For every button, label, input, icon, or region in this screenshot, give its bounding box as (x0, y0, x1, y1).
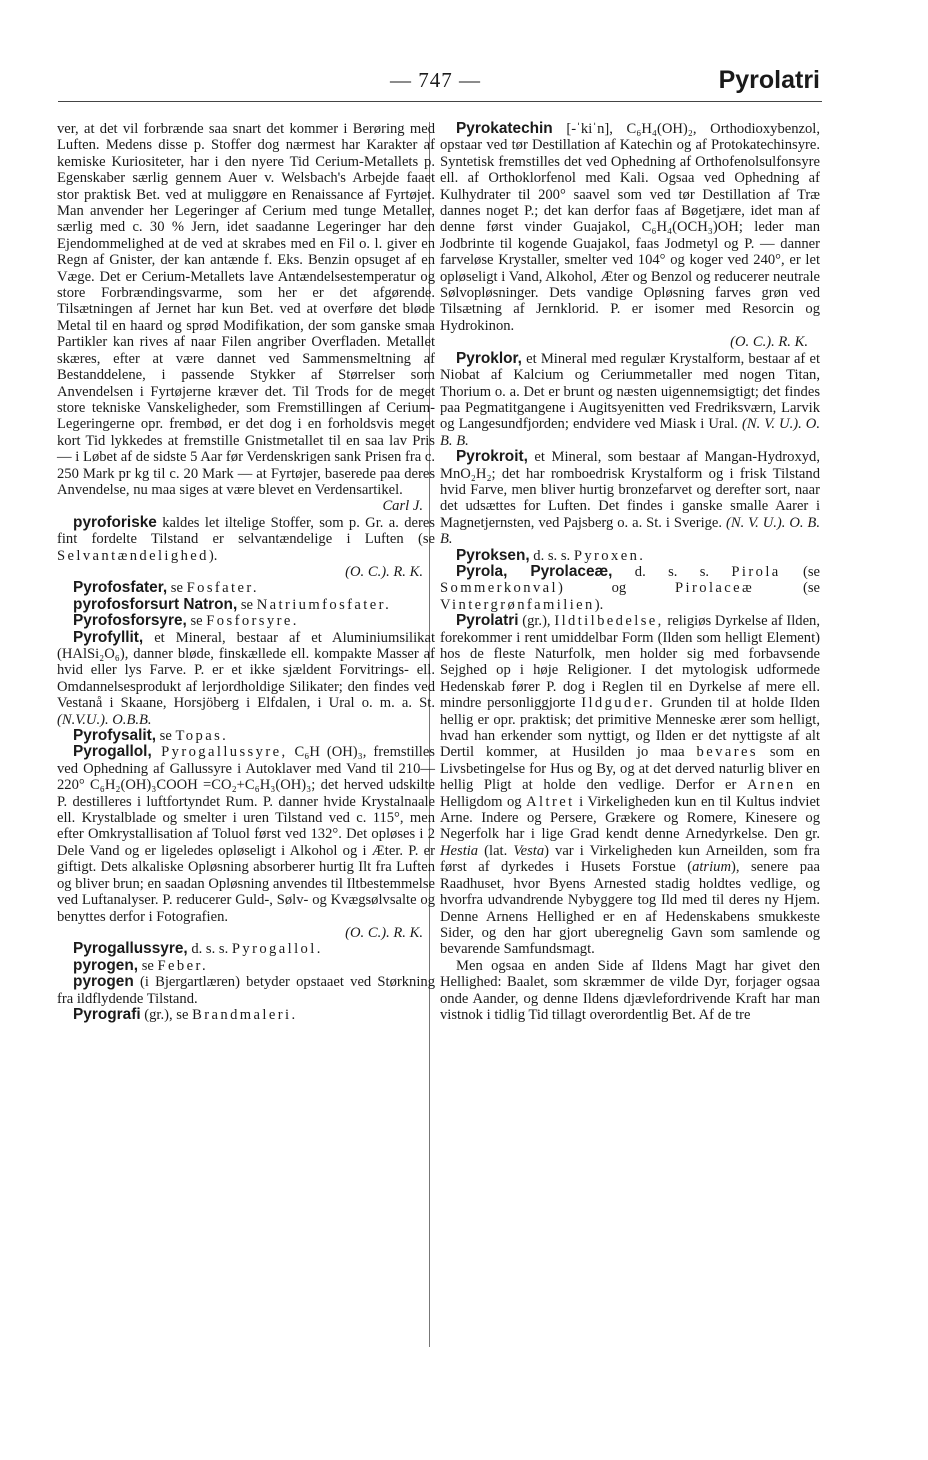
italic-term: atrium (692, 859, 731, 876)
entry-text: en Helligdom og (440, 777, 820, 810)
italic-term: Vesta (513, 842, 545, 859)
headword: Pyrofyllit, (73, 628, 144, 646)
left-column (57, 121, 435, 1023)
entry-pyrofyllit (57, 630, 435, 728)
entry-pyrofosforsyre (57, 613, 435, 629)
entry-pyroklor (440, 351, 820, 449)
headword: Pyrografi (73, 1005, 141, 1023)
entry-text: ). (208, 547, 218, 564)
cross-reference: Natriumfosfater. (256, 596, 392, 613)
entry-text: (se (754, 580, 820, 597)
cross-reference: Pirola (731, 563, 781, 580)
entry-text: kaldes let iltelige Stoffer, som p. Gr. a. deres fint fordelte Tilstand er selvantændelige i Luften (se (57, 514, 435, 548)
entry-cerium-continuation (57, 121, 435, 515)
entry-text: ver, at det vil forbrænde saa snart det kommer i Berøring med Luften. Medens disse p. Stoffer dog nærmest har Karakter af kemiske Kuriositeter, har i den nyere Tid Cerium-Metallets p. Egenskaber særlig gennem Auer v. Welsbach's Arbejde faaet stor praktisk Bet. ved at muliggøre en Renaissance af Fyrtøjet. Man anvender her Legeringer af Cerium med tunge Metaller, særlig med c. 30 % Jern, idet saadanne Legeringer har den Ejendommelighed at de ved at skrabes med en Fil o. l. giver en Regn af Gnister, der kan antænde f. Eks. Benzin opsuget af en Væge. Det er Cerium-Metallets lave Antændelsestemperatur og store Forbrændingsvarme, som her er det afgørende. Tilsætningen af Jernet har kun Bet. ved at overføre det bløde Metal til en haard og sprød Modifikation, der som ganske smaa Partikler kan rives af naar Filen angriber Overfladen. Metallet skæres, efter at være dannet ved Sammensmeltning af Bestanddelene, i passende Stykker af Størrelser som Anvendelsen i Fyrtøjerne kræver det. Til Trods for de meget store tekniske Vanskeligheder, som Fremstillingen af Cerium-Legeringerne opr. frembød, er det dog i en forholdsvis meget kort Tid lykkedes at fremstille Gnistmetallet til en saa lav Pris — i Løbet af de sidste 5 Aar før Verdenskrigen sank Prisen fra c. 250 Mark pr kg til c. 20 Mark — at Fyrtøjer, baserede paa deres Anvendelse, nu maa siges at være blevet en Verdensartikel. (57, 121, 435, 498)
cross-reference: Pyroxen. (573, 547, 646, 564)
entry-text: (i Bjergartlæren) betyder opstaaet ved Størkning fra ildflydende Tilstand. (57, 974, 435, 1007)
headword: pyroforiske (73, 513, 157, 531)
headword: Pyroksen, (456, 546, 530, 564)
entry-pyrogen-feber (57, 958, 435, 974)
cross-reference: Fosfater. (186, 580, 259, 597)
spaced-term: Ildtilbedelse, (554, 613, 664, 630)
entry-text: som en Livsbetingelse for Hus og By, og at det derved naturlig bliver en hellig Pligt at holde den vedlige. Derfor er (440, 744, 820, 794)
entry-pyrogen-bjergart (57, 974, 435, 1007)
page-header (60, 66, 820, 100)
cross-reference: Vintergrønfamilien (440, 596, 595, 613)
entry-text: d. s. s. (612, 563, 732, 580)
entry-pyroforiske (57, 515, 435, 581)
entry-text: et Mineral, bestaar af et Aluminiumsilikat (HAlSi₂O₆), danner bløde, finskællede ell. kompakte Masser af hvid eller lys Farve. P. er et ikke sjældent Forvitrings- ell. Omdannelsesprodukt af lerjordholdige Silikater; den findes ved Vestanå i Skaane, Horsjöberg i Elfdalen, i Ural o. m. a. St. (57, 629, 435, 712)
entry-text: [-ˈkiˈn], C₆H₄(OH)₂, Orthodioxybenzol, opstaar ved tør Destillation af Katechin og af Protokatechinsyre. Syntetisk fremstilles det ved Ophedning af Orthofenolsulfonsyre ell. af Orthoklorfenol med Kali. Ogsaa ved Ophedning af Kulhydrater til 200° saavel som ved tør Destillation af Træ dannes noget P.; det kan derfor faas af Bøgetjære, idet man af denne først vinder Guajakol, C₆H₄(OCH₃)OH; leder man Jodbrinte til kogende Guajakol, faas Jodmetyl og P. — danner farveløse Krystaller, smelter ved 104° og koger ved 240°, er let opløseligt i Vand, Alkohol, Æter og Benzol og reducerer neutrale Sølvopløsninger. Dets vandige Opløsning farves grøn ved Tilsætning af Jernklorid. P. er isomer med Resorcin og Hydrokinon. (440, 121, 820, 334)
entry-text: (gr.), se (140, 1006, 193, 1023)
headword: Pyrolatri (456, 612, 519, 630)
entry-pyrolatri-continued (440, 958, 820, 1024)
entry-pyrofosforsurt-natron (57, 597, 435, 613)
entry-text: ). (594, 596, 604, 613)
entry-text: ), senere paa Raadhuset, hvor Byens Arnested stadig holdtes vedlige, og hvorfra udvandrende Nybyggere tog Ild med til deres ny Hjem. Denne Arnens Hellighed er en af Hedenskabens smukkeste Sider, og den har gjort uberegnelig Gavn som samlende og bevarende Samfundsmagt. (440, 859, 820, 958)
entry-pyrogallussyre (57, 941, 435, 957)
signature: (O. C.). R. K. (345, 924, 423, 941)
headword: Pyroklor, (456, 349, 522, 367)
cross-reference: Selvantændelighed (57, 547, 209, 564)
signature: (O. C.). R. K. (730, 334, 808, 351)
entry-pyrogallol (57, 744, 435, 941)
entry-text: (se (780, 563, 821, 580)
signature: (N. V. U.). O. B. B. (440, 416, 820, 449)
headword: Pyrogallol, (73, 743, 152, 761)
headword: Pyrofosforsyre, (73, 612, 187, 630)
entry-text: ) og (557, 580, 676, 597)
cross-reference: Feber. (157, 957, 208, 974)
entry-text: se (186, 613, 207, 630)
headword: Pyrola, Pyrolaceæ, (456, 562, 613, 580)
right-column (440, 121, 820, 1023)
entry-text: Men ogsaa en anden Side af Ildens Magt har givet den Hellighed: Baalet, som skræmmer de vilde Dyr, forjager ogsaa onde Aander, og denne Ildens djævlefordrivende Kraft har man vistnok i tidlig Tid tillagt overordentlig Bet. Af de tre (440, 957, 820, 1023)
headword: pyrofosforsurt Natron, (73, 595, 238, 613)
headword: Pyrokroit, (456, 448, 528, 466)
cross-reference: Fosforsyre. (206, 613, 299, 630)
entry-text: religiøs Dyrkelse af Ilden, forekommer i rent umiddelbar Form (Ilden som helligt Element) hos de fleste Naturfolk, men holder sig med forbavsende Sejghed op i høje Religioner. I det mytologisk udformede Hedenskab fører P. dog i Reglen til en Dyrkelse af mere ell. mindre personliggjorte (440, 613, 820, 712)
entry-pyrokroit (440, 449, 820, 547)
running-head: Pyrolatri (718, 66, 820, 94)
entry-pyrokatechin (440, 121, 820, 351)
headword: pyrogen (73, 973, 134, 991)
italic-term: Hestia (440, 842, 479, 859)
entry-text: se (138, 957, 158, 974)
spaced-term: Ildguder. (581, 695, 656, 712)
headword: Pyrogallussyre, (73, 940, 188, 958)
cross-reference: Sommerkonval (440, 580, 558, 597)
page-number: — 747 — (390, 68, 481, 92)
entry-text: d. s. s. (187, 941, 232, 958)
signature: (N.V.U.). O.B.B. (57, 711, 152, 728)
spaced-term: Altret (526, 793, 575, 810)
entry-text: ) var i Virkeligheden kun Arneilden, som fra først af dyrkedes i Husets Forstue ( (440, 842, 820, 876)
headword: pyrogen, (73, 956, 139, 974)
cross-reference: Pyrogallussyre, (151, 744, 288, 761)
entry-pyrolatri (440, 613, 820, 958)
spaced-term: bevares (696, 744, 758, 761)
entry-text: se (156, 728, 176, 745)
headword: Pyrofosfater, (73, 579, 168, 597)
entry-pyroksen (440, 548, 820, 564)
signature: (O. C.). R. K. (345, 563, 423, 580)
entry-text: Grunden til at holde Ilden hellig er opr. praktisk; det primitive Menneske ærer som helligt, hvad han erkender som nyttigt, og Ilden er det nyttigste af alt Dertil kommer, at Husilden jo maa (440, 695, 820, 761)
cross-reference: Pirolaceæ (675, 580, 755, 597)
entry-pyrofysalit (57, 728, 435, 744)
entry-text: (gr.), (518, 613, 555, 630)
entry-text: et Mineral med regulær Krystalform, bestaar af et Niobat af Kalcium og Ceriummetaller med nogen Titan, Thorium o. a. Det er brunt og næsten uigennemsigtigt; det findes paa Pegmatitgangene i Augitsyenitten ved Fredriksværn, Larvik og Langesundfjorden; endvidere ved Miask i Ural. (440, 350, 820, 433)
entry-pyrofosfater (57, 580, 435, 596)
entry-text: et Mineral, som bestaar af Mangan-Hydroxyd, MnO₂H₂; det har romboedrisk Krystalform og i frisk Tilstand hvid Farve, men bliver hurtig bronzefarvet og derefter sort, naar det udsættes for Luften. Det findes i ganske smalle Aarer i Magnetjernsten, ved Pajsberg o. a. St. i Sverige. (440, 449, 820, 531)
entry-text: se (237, 596, 257, 613)
spaced-term: Arnen (747, 777, 796, 794)
entry-text: se (167, 580, 187, 597)
header-rule (58, 101, 822, 102)
entry-pyrografi (57, 1007, 435, 1023)
entry-pyrola (440, 564, 820, 613)
entry-text: (lat. (478, 842, 514, 859)
signature: (N. V. U.). O. B. B. (440, 514, 820, 548)
entry-text: d. s. s. (529, 547, 574, 564)
entry-text: i Virkeligheden kun en til Kultus indviet Arne. Indere og Persere, Grækere og Romere, Kinesere og Negerfolk har i lige Grad kendt denne Arnedyrkelse. Den gr. (440, 793, 820, 843)
cross-reference: Topas. (175, 728, 229, 745)
cross-reference: Brandmaleri. (192, 1006, 298, 1023)
entry-text: C₆H (OH)₃, fremstilles ved Ophedning af Gallussyre i Autoklaver med Vand til 210—220° C₆H₂(OH)₃COOH =CO₂+C₆H₃(OH)₃; det herved udskilte P. destilleres i luftfortyndet Rum. P. danner hvide Krystalnaale ell. Krystalblade og smelter i uren Tilstand ved c. 115°, men efter Omkrystallisation af Toluol først ved 132°. Det opløses i 2 Dele Vand og er ligeledes opløseligt i Alkohol og i Æter. P. er giftigt. Dets alkaliske Opløsning absorberer hurtig Ilt fra Luften og bliver brun; en saadan Opløsning anvendes til Iltbestemmelse ved Luftanalyser. P. reducerer Guld-, Sølv- og Kvægsølvsalte og benyttes derfor i Fotografien. (57, 744, 435, 925)
headword: Pyrokatechin (456, 120, 553, 137)
signature: Carl J. (382, 498, 423, 515)
cross-reference: Pyrogallol. (231, 941, 323, 958)
headword: Pyrofysalit, (73, 727, 157, 745)
